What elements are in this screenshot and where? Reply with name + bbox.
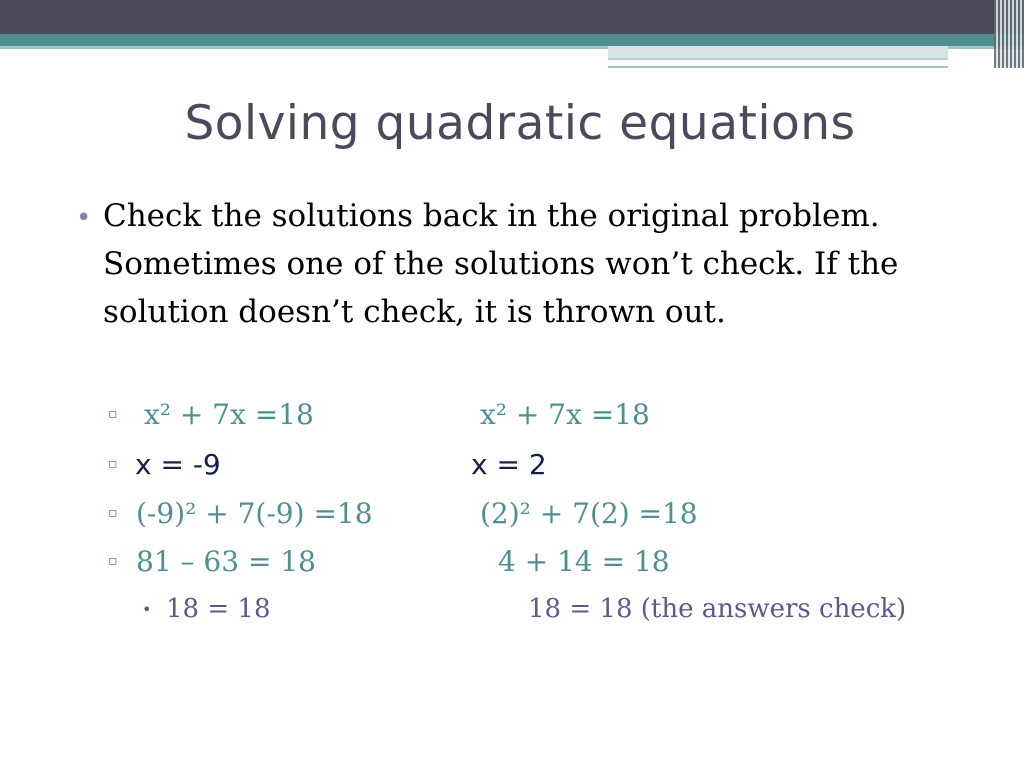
header-stripes	[994, 0, 1024, 68]
square-bullet-icon: ▫	[108, 456, 118, 472]
slide-title: Solving quadratic equations	[184, 96, 856, 151]
row-2-left: x = -9	[135, 448, 221, 481]
row-3-right: (2)² + 7(2) =18	[480, 497, 698, 530]
row-3-left: (-9)² + 7(-9) =18	[136, 497, 373, 530]
square-bullet-icon: ▫	[108, 505, 118, 521]
row-2-right: x = 2	[471, 448, 547, 481]
row-4-left: 81 – 63 = 18	[136, 545, 316, 578]
header-dark-band	[0, 0, 1024, 34]
main-bullet-text: Check the solutions back in the original problem. Sometimes one of the solutions won’t check. If the solution doesn’t check, it is thrown out.	[103, 198, 899, 330]
bullet-dot-icon: •	[76, 203, 92, 233]
square-bullet-icon: ▫	[108, 406, 118, 422]
header-accent-lines	[608, 58, 948, 68]
check-row-right: 18 = 18 (the answers check)	[528, 594, 907, 624]
row-1-right: x² + 7x =18	[480, 398, 650, 431]
row-1-left: x² + 7x =18	[144, 398, 314, 431]
row-4-right: 4 + 14 = 18	[498, 545, 670, 578]
header-teal-band	[0, 34, 1024, 46]
small-bullet-icon: •	[142, 600, 152, 619]
header-accent-block	[608, 46, 948, 58]
square-bullet-icon: ▫	[108, 553, 118, 569]
check-row-left: 18 = 18	[166, 594, 271, 624]
